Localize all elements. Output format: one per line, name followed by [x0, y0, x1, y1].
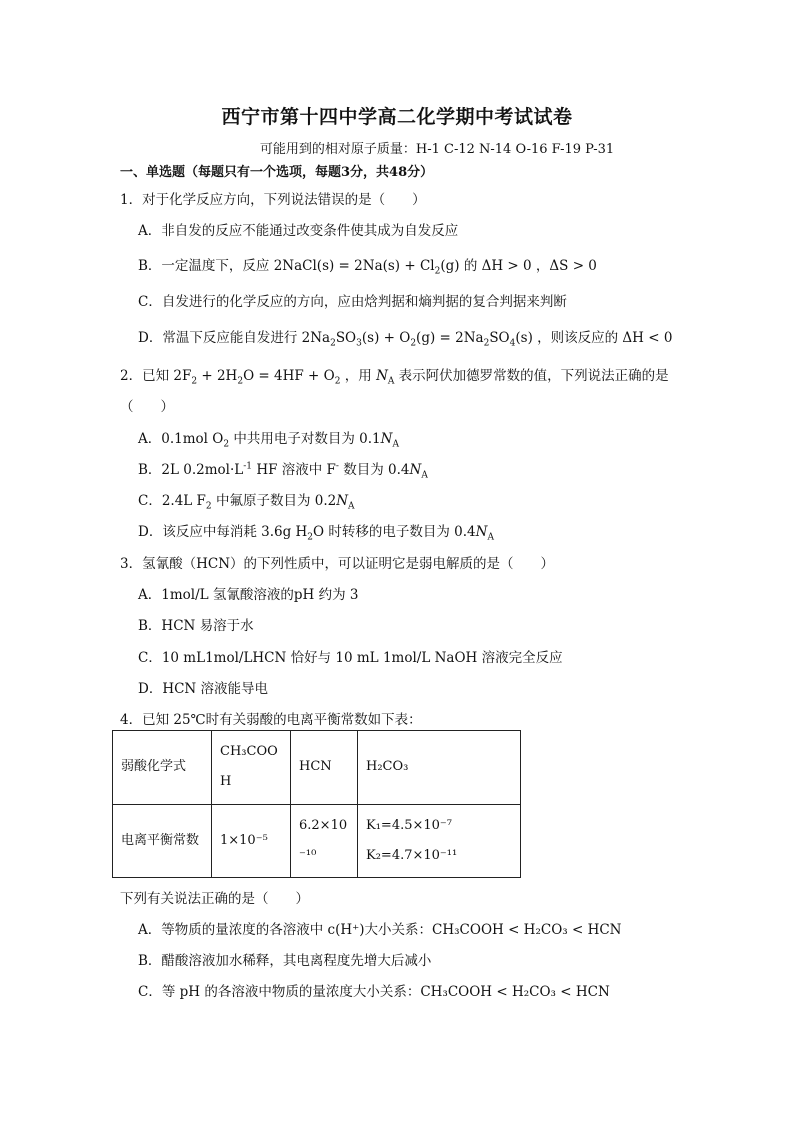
atomic-masses-line: 可能用到的相对原子质量：H-1 C-12 N-14 O-16 F-19 P-31 [259, 142, 615, 157]
na-subscript: A [487, 532, 494, 543]
k2-value: K₂=4.7×10⁻¹¹ [366, 847, 458, 863]
exam-title: 西宁市第十四中学高二化学期中考试试卷 [221, 106, 573, 128]
table-cell: H₂CO₃ [358, 731, 521, 805]
q4-option-a: A．等物质的量浓度的各溶液中 c(H⁺)大小关系：CH₃COOH < H₂CO₃ < HCN [138, 922, 622, 938]
q2-stem-cont: （ ） [120, 399, 174, 415]
table-cell: HCN [291, 731, 358, 805]
q4-option-b: B．醋酸溶液加水稀释，其电离程度先增大后减小 [138, 953, 432, 969]
na-symbol: N [376, 368, 388, 384]
q2-stem-part: O = 4HF + O [243, 368, 335, 384]
q2-option-a: A．0.1mol $O_2$ 中共用电子对数目为 $0.1N_A$ [138, 431, 399, 450]
q2-stem-part: + 2H [197, 368, 238, 384]
q3-option-a: A．1mol/L 氢氰酸溶液的pH 约为 3 [138, 587, 359, 603]
q3-stem: 3．氢氰酸（HCN）的下列性质中，可以证明它是弱电解质的是（ ） [120, 556, 555, 572]
na-symbol: N [380, 431, 393, 447]
q2-option-a-part: 中共用电子对数目为 0.1 [229, 431, 381, 447]
q3-option-b: B．HCN 易溶于水 [138, 618, 254, 634]
q2-option-b-part: HF 溶液中 F [252, 462, 336, 478]
q3-option-c: C．10 mL1mol/LHCN 恰好与 10 mL 1mol/L NaOH 溶液完全反应 [138, 650, 563, 666]
q1-option-a: A．非自发的反应不能通过改变条件使其成为自发反应 [138, 223, 459, 239]
table-cell: 6.2×10⁻¹⁰ [291, 804, 358, 878]
q1-stem: 1．对于化学反应方向，下列说法错误的是（ ） [120, 192, 426, 208]
q3-option-d: D．HCN 溶液能导电 [138, 681, 269, 697]
q2-option-a-part: A．0.1mol O [138, 431, 224, 447]
q2-stem-part: ，用 [340, 368, 377, 384]
q2-option-c: C．2.4L $F_2$ 中氟原子数目为 $0.2N_A$ [138, 493, 355, 512]
q4-after-table: 下列有关说法正确的是（ ） [120, 891, 309, 907]
na-subscript: A [348, 501, 355, 512]
q1-option-b: B．一定温度下，反应 2NaCl(s) = $2Na(s) + Cl_2(g)$ 的 ΔH > 0 ，ΔS > 0 [138, 258, 597, 277]
q1-option-d-part: (g) = 2Na [416, 330, 484, 346]
q1-option-d-part: SO [335, 330, 357, 346]
q2-option-d-part: D．该反应中每消耗 3.6g H [138, 524, 308, 540]
na-subscript: A [392, 439, 399, 450]
q1-option-d: D．常温下反应能自发进行 $2Na_2SO_3(s) + O_2(g) = 2Na_2SO_4(s)$ ，则该反应的 ΔH < 0 [138, 330, 673, 349]
q4-stem: 4．已知 25℃时有关弱酸的电离平衡常数如下表： [120, 712, 422, 728]
q1-option-b-prefix: B．一定温度下，反应 2NaCl(s) = 2Na(s) + Cl [138, 258, 435, 274]
q1-option-d-part: D．常温下反应能自发进行 2Na [138, 330, 331, 346]
q1-option-b-suffix: (g) 的 ΔH > 0 ，ΔS > 0 [440, 258, 597, 274]
table-cell: CH₃COOH [212, 731, 291, 805]
q2-option-b-part: 数目为 0.4 [338, 462, 410, 478]
q2-stem-part: 2．已知 2F [120, 368, 192, 384]
q2-stem-part: 表示阿伏加德罗常数的值，下列说法正确的是 [394, 368, 669, 384]
q2-stem: 2．已知 $2F_2 + 2H_2O = 4HF + O_2$ ，用 $N_A$ 表示阿伏加德罗常数的值，下列说法正确的是 [120, 368, 669, 387]
table-cell [358, 804, 521, 878]
q1-option-d-part: SO [489, 330, 510, 346]
na-subscript: A [421, 470, 428, 481]
table-row [113, 731, 521, 805]
q1-option-d-part: (s) + O [361, 330, 411, 346]
table-row [113, 804, 521, 878]
k1-value: K₁=4.5×10⁻⁷ [366, 817, 452, 833]
q2-option-c-part: C．2.4L F [138, 493, 206, 509]
q2-option-d: D．该反应中每消耗 3.6g $H_2O$ 时转移的电子数目为 $0.4N_A$ [138, 524, 494, 543]
table-cell: 电离平衡常数 [113, 804, 212, 878]
na-symbol: N [336, 493, 349, 509]
q2-option-d-part: O 时转移的电子数目为 0.4 [313, 524, 476, 540]
q1-option-c: C．自发进行的化学反应的方向，应由焓判据和熵判据的复合判据来判断 [138, 294, 567, 310]
na-symbol: N [409, 462, 422, 478]
na-symbol: N [475, 524, 488, 540]
ionization-constants-table [112, 730, 521, 878]
section-heading: 一、单选题（每题只有一个选项，每题3分，共48分） [120, 165, 434, 180]
table-cell: 1×10⁻⁵ [212, 804, 291, 878]
q2-option-b: B．2L $0.2mol\cdot L^{-1}$ HF 溶液中 F- 数目为 $0.4N_A$ [138, 461, 428, 481]
q2-option-c-part: 中氟原子数目为 0.2 [211, 493, 337, 509]
na-subscript: A [387, 376, 395, 387]
table-cell: 弱酸化学式 [113, 731, 212, 805]
q1-option-d-part: (s) ，则该反应的 ΔH < 0 [515, 330, 673, 346]
q4-option-c: C．等 pH 的各溶液中物质的量浓度大小关系：CH₃COOH < H₂CO₃ < HCN [138, 984, 610, 1000]
q2-option-b-part: B．2L 0.2mol·L [138, 462, 244, 478]
